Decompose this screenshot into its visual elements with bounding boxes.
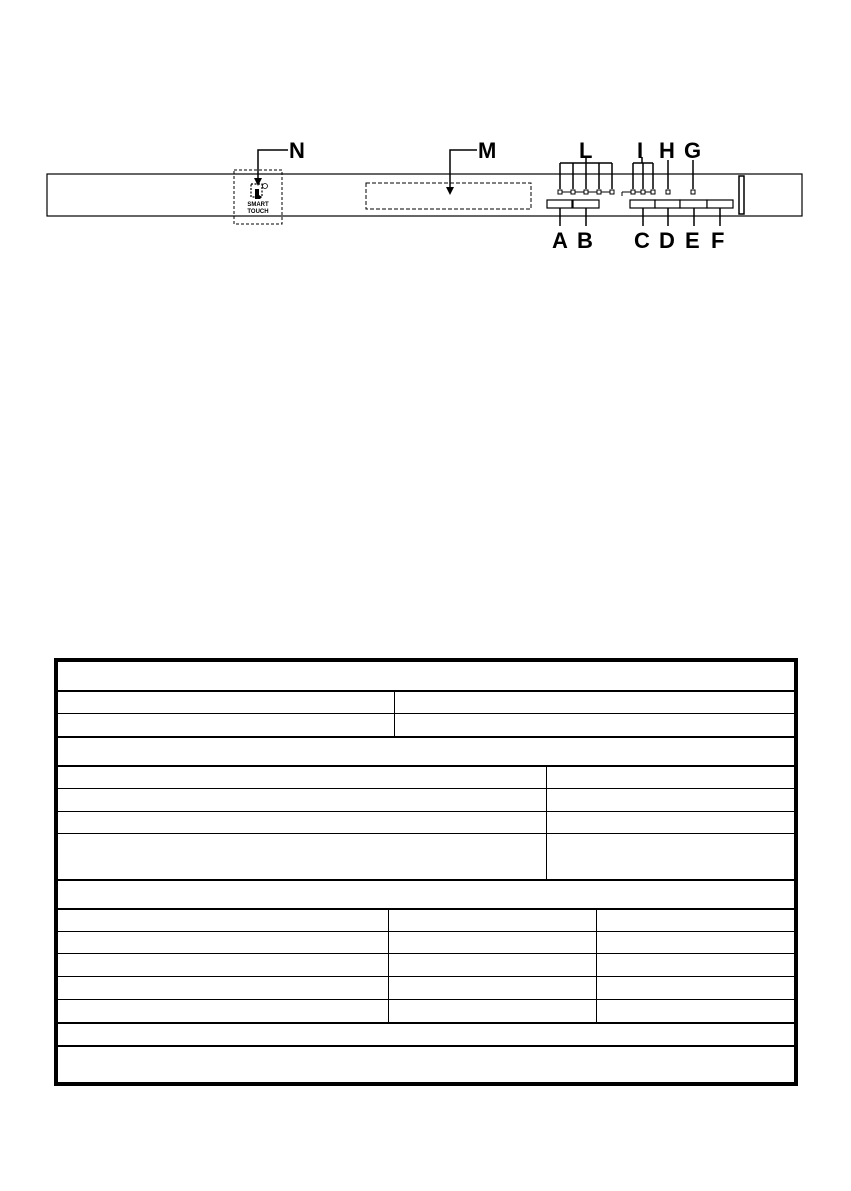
- callout-A: A: [552, 228, 568, 253]
- button-F: [707, 200, 733, 208]
- door-handle: [739, 176, 744, 214]
- smart-touch-icon: [251, 184, 268, 200]
- indicator-light-G: [691, 190, 695, 194]
- control-panel-diagram: [0, 0, 851, 270]
- button-leaders: [560, 208, 720, 226]
- callout-N: N: [289, 138, 305, 163]
- blank-table-form: [54, 658, 798, 1086]
- callout-C: C: [634, 228, 650, 253]
- button-A: [547, 200, 572, 208]
- callout-B: B: [577, 228, 593, 253]
- button-D: [655, 200, 680, 208]
- button-B: [573, 200, 599, 208]
- callout-E: E: [685, 228, 700, 253]
- control-panel-strip: [47, 174, 802, 216]
- button-E: [680, 200, 707, 208]
- callout-H: H: [659, 138, 675, 163]
- option-indicator-lights: [631, 190, 655, 194]
- callout-D: D: [659, 228, 675, 253]
- callout-M: M: [478, 138, 497, 163]
- indicator-light-H: [666, 190, 670, 194]
- callout-G: G: [684, 138, 702, 163]
- callout-L: L: [579, 138, 593, 163]
- smart-touch-label-line1: SMART: [247, 202, 269, 208]
- callout-F: F: [711, 228, 725, 253]
- callout-N-leader: [258, 150, 288, 180]
- button-C: [630, 200, 655, 208]
- option-light-connectors: [622, 192, 651, 196]
- display-area: [366, 183, 531, 209]
- smart-touch-label-line2: TOUCH: [247, 209, 269, 215]
- callout-I: I: [637, 138, 644, 163]
